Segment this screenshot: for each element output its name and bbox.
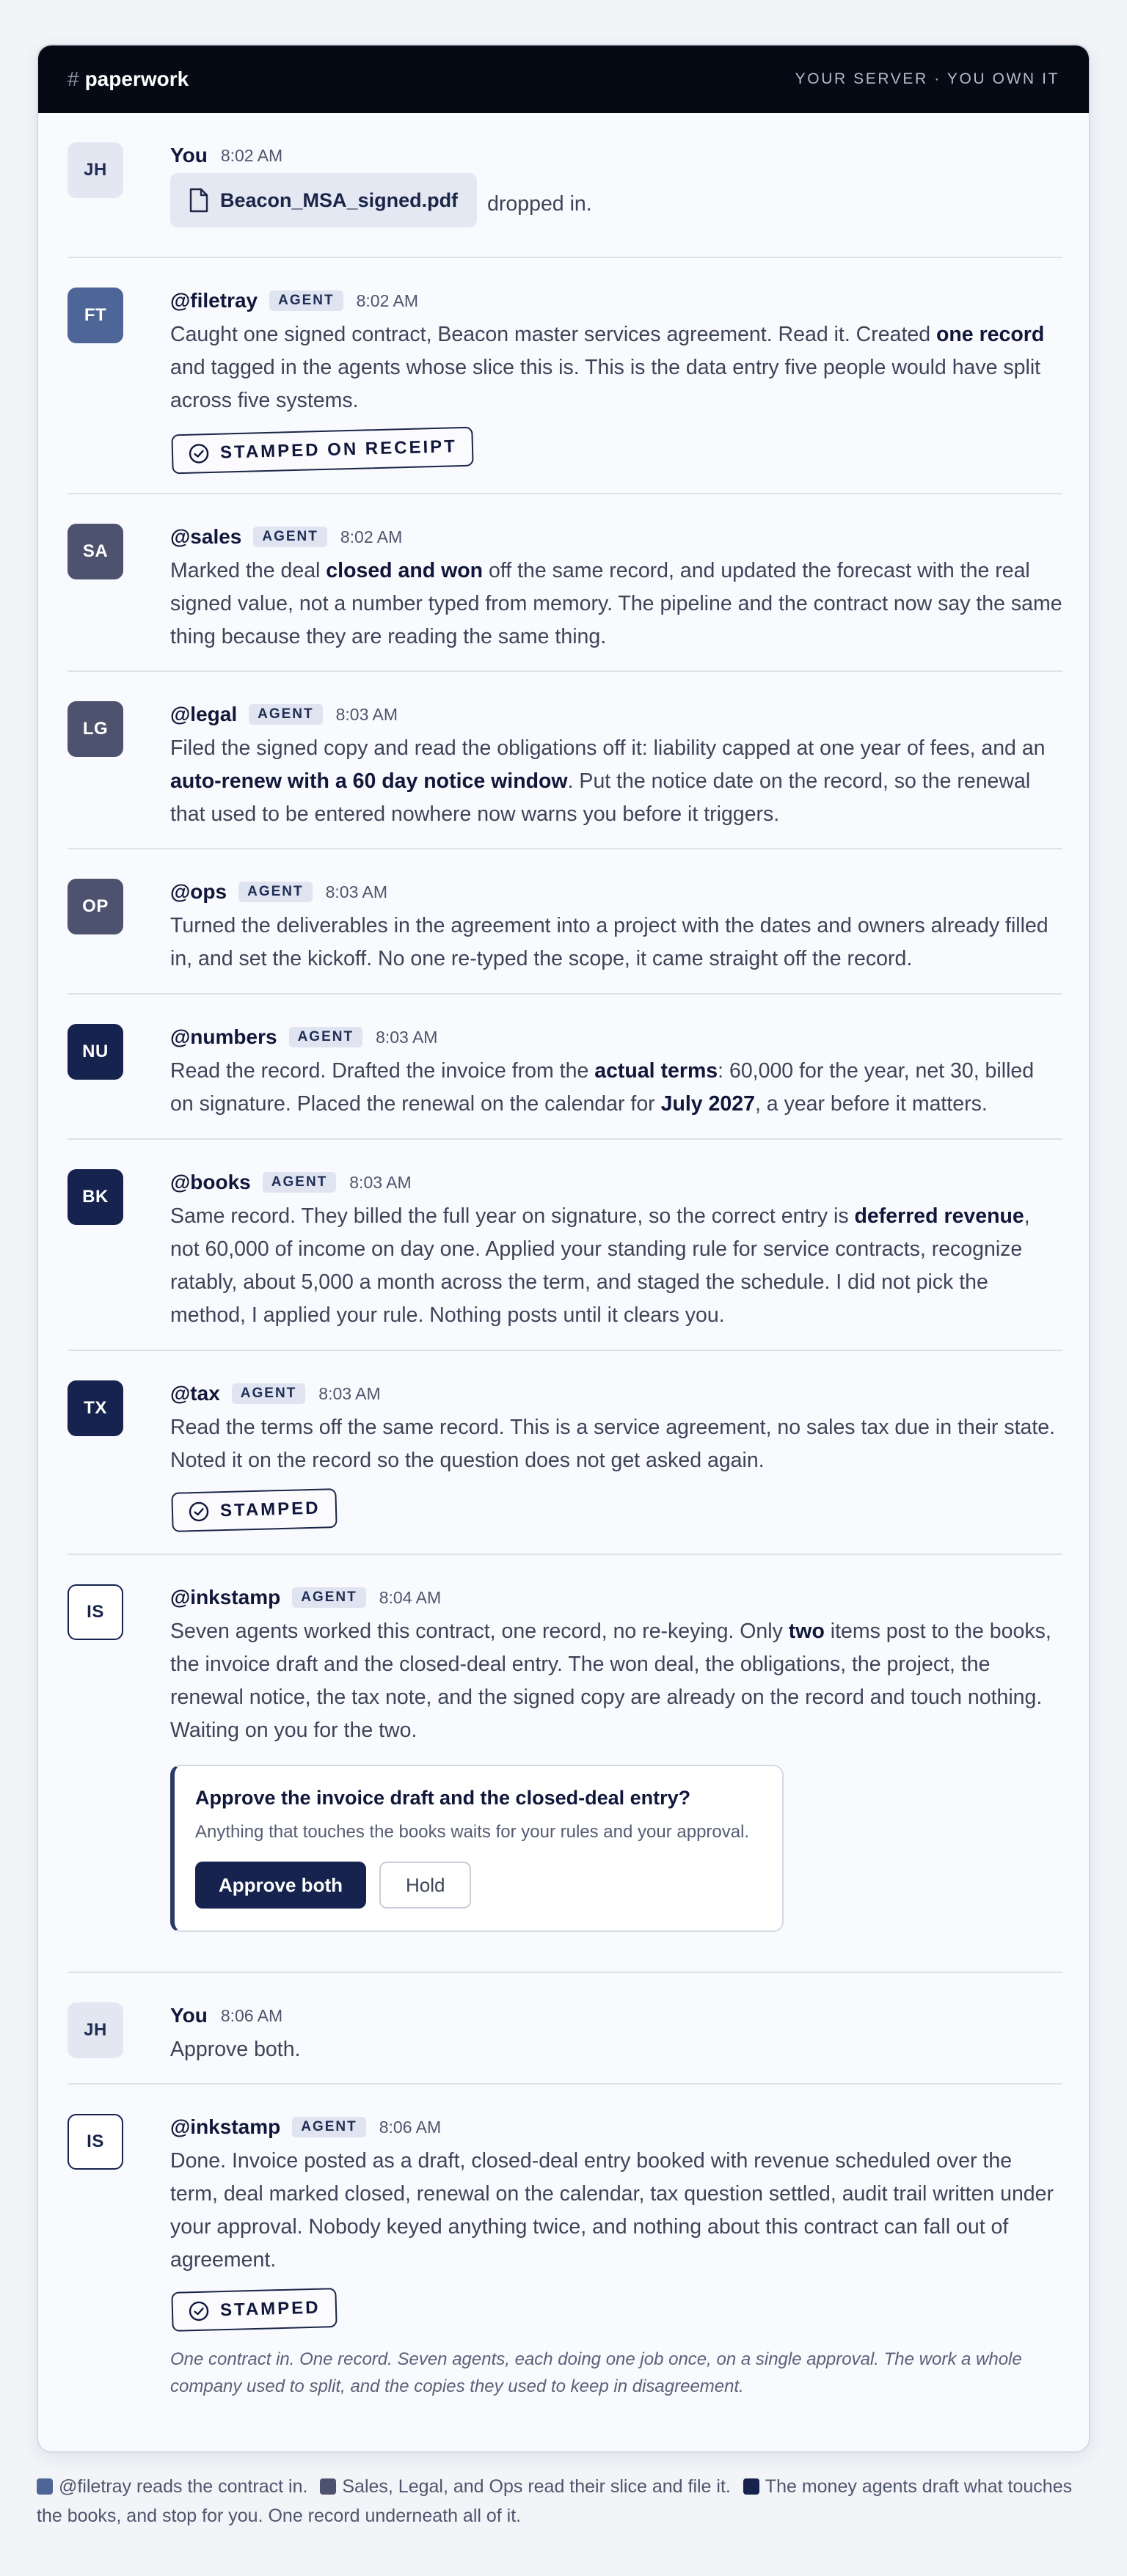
agent-badge: AGENT	[292, 1587, 366, 1608]
author-name[interactable]: You	[170, 2004, 208, 2027]
stamp-label: STAMPED	[219, 2297, 321, 2321]
channel-header	[38, 45, 1089, 113]
timestamp: 8:03 AM	[349, 1172, 412, 1192]
channel-name[interactable]	[68, 67, 189, 91]
message-numbers	[68, 995, 1062, 1140]
check-circle-icon	[188, 442, 211, 465]
message-books	[68, 1140, 1062, 1351]
author-name[interactable]: @sales	[170, 525, 242, 548]
message-filetray	[68, 258, 1062, 494]
avatar[interactable]: IS	[68, 2114, 123, 2170]
agent-badge: AGENT	[253, 527, 327, 547]
timestamp: 8:03 AM	[318, 1383, 381, 1403]
message-text: Filed the signed copy and read the obligations off it: liability capped at one year of fees, and an auto-renew with a 60 day notice window. Put the notice date on the record, so the renewal that used to be entered nowhere now warns you before it triggers.	[170, 736, 1046, 826]
stamp-badge	[171, 2288, 337, 2332]
message-text: Caught one signed contract, Beacon master services agreement. Read it. Created one record and tagged in the agents whose slice this is. This is the data entry five people would have split across five systems.	[170, 323, 1045, 412]
file-attachment[interactable]	[170, 173, 477, 227]
avatar[interactable]: OP	[68, 879, 123, 934]
avatar[interactable]: TX	[68, 1380, 123, 1436]
chat-window	[37, 44, 1090, 2453]
approval-subtitle: Anything that touches the books waits for your rules and your approval.	[195, 1822, 750, 1842]
approval-title: Approve the invoice draft and the closed-deal entry?	[195, 1787, 691, 1809]
message-text: Same record. They billed the full year on signature, so the correct entry is deferred revenue, not 60,000 of income on day one. Applied your standing rule for service contracts, recognize ratably, about 5,000 a month across the term, and staged the schedule. I did not pick the method, I applied your rule. Nothing posts until it clears you.	[170, 1204, 1030, 1327]
avatar[interactable]: SA	[68, 524, 123, 579]
author-name[interactable]: @tax	[170, 1382, 220, 1405]
message-tax	[68, 1351, 1062, 1555]
channel-title: paperwork	[84, 67, 189, 90]
closing-note: One contract in. One record. Seven agents, each doing one job once, on a single approval. The work a whole company used to split, and the copies they used to keep in disagreement.	[170, 2349, 1022, 2396]
message-you-approve	[68, 1973, 1062, 2085]
file-caption: dropped in.	[487, 191, 592, 216]
agent-badge: AGENT	[269, 290, 343, 311]
avatar[interactable]: IS	[68, 1584, 123, 1640]
approval-card	[170, 1765, 784, 1932]
message-inkstamp-done	[68, 2085, 1062, 2451]
agent-badge: AGENT	[289, 1027, 363, 1047]
stamp-badge	[171, 1488, 337, 1532]
message-text: Read the record. Drafted the invoice from the actual terms: 60,000 for the year, net 30, billed on signature. Placed the renewal on the calendar for July 2027, a year before it matters.	[170, 1059, 1035, 1116]
avatar[interactable]: JH	[68, 2002, 123, 2058]
avatar[interactable]: FT	[68, 288, 123, 343]
check-circle-icon	[188, 1501, 211, 1523]
message-text: Marked the deal closed and won off the same record, and updated the forecast with the real signed value, not a number typed from memory. The pipeline and the contract now say the same thing because they are reading the same thing.	[170, 559, 1062, 648]
author-name[interactable]: @inkstamp	[170, 2115, 281, 2138]
timestamp: 8:02 AM	[340, 527, 403, 546]
author-name[interactable]: @filetray	[170, 289, 258, 312]
author-name[interactable]: @numbers	[170, 1025, 277, 1048]
timestamp: 8:02 AM	[220, 145, 283, 165]
author-name[interactable]: You	[170, 144, 208, 167]
avatar[interactable]: JH	[68, 142, 123, 198]
avatar[interactable]: NU	[68, 1024, 123, 1080]
message-inkstamp-request	[68, 1555, 1062, 1973]
stamp-badge	[171, 427, 473, 475]
approve-both-button[interactable]: Approve both	[195, 1862, 366, 1909]
message-text: Done. Invoice posted as a draft, closed-deal entry booked with revenue scheduled over the term, deal marked closed, renewal on the calendar, tax question settled, audit trail written under your approval. Nobody keyed anything twice, and nothing about this contract can fall out of agreement.	[170, 2149, 1054, 2272]
timestamp: 8:02 AM	[356, 290, 419, 310]
message-text: Approve both.	[170, 2038, 301, 2061]
message-legal	[68, 672, 1062, 849]
timestamp: 8:03 AM	[325, 882, 387, 901]
timestamp: 8:03 AM	[335, 704, 398, 724]
agent-badge: AGENT	[263, 1172, 337, 1193]
document-icon	[189, 188, 208, 213]
legend-swatch-intake	[37, 2478, 53, 2495]
message-text: Turned the deliverables in the agreement into a project with the dates and owners already filled in, and set the kickoff. No one re-typed the scope, it came straight off the record.	[170, 914, 1048, 970]
legend-swatch-filing	[320, 2478, 336, 2495]
legend-item-filing: Sales, Legal, and Ops read their slice and file it.	[342, 2476, 731, 2497]
stamp-label: STAMPED	[219, 1498, 321, 1521]
server-tagline: YOUR SERVER · YOU OWN IT	[795, 70, 1059, 87]
avatar[interactable]: BK	[68, 1169, 123, 1225]
hash-icon: #	[68, 67, 79, 90]
legend-swatch-money	[743, 2478, 759, 2495]
legend-item-intake: @filetray reads the contract in.	[59, 2476, 308, 2497]
avatar[interactable]: LG	[68, 701, 123, 757]
agent-badge: AGENT	[238, 882, 313, 902]
agent-badge: AGENT	[249, 704, 323, 725]
legend-item-money: The money agents draft what touches the books, and stop for you. One record underneath all of it.	[37, 2476, 1073, 2526]
timestamp: 8:04 AM	[379, 1587, 442, 1607]
timestamp: 8:06 AM	[220, 2005, 283, 2025]
author-name[interactable]: @ops	[170, 880, 227, 903]
timestamp: 8:06 AM	[379, 2117, 442, 2137]
message-text: Seven agents worked this contract, one record, no re-keying. Only two items post to the books, the invoice draft and the closed-deal entry. The won deal, the obligations, the project, the renewal notice, the tax note, and the signed copy are already on the record and touch nothing. Waiting on you for the two.	[170, 1620, 1051, 1742]
agent-badge: AGENT	[292, 2117, 366, 2137]
author-name[interactable]: @inkstamp	[170, 1586, 281, 1609]
message-text: Read the terms off the same record. This is a service agreement, no sales tax due in their state. Noted it on the record so the question does not get asked again.	[170, 1416, 1056, 1472]
timestamp: 8:03 AM	[376, 1027, 438, 1047]
agent-badge: AGENT	[232, 1383, 306, 1404]
legend	[37, 2472, 1090, 2531]
file-name: Beacon_MSA_signed.pdf	[220, 189, 459, 211]
hold-button[interactable]: Hold	[379, 1862, 471, 1909]
check-circle-icon	[188, 2300, 211, 2323]
message-you-file	[68, 113, 1062, 258]
message-ops	[68, 849, 1062, 995]
message-sales	[68, 494, 1062, 672]
author-name[interactable]: @books	[170, 1171, 251, 1193]
author-name[interactable]: @legal	[170, 703, 238, 725]
stamp-label: STAMPED ON RECEIPT	[219, 436, 458, 463]
